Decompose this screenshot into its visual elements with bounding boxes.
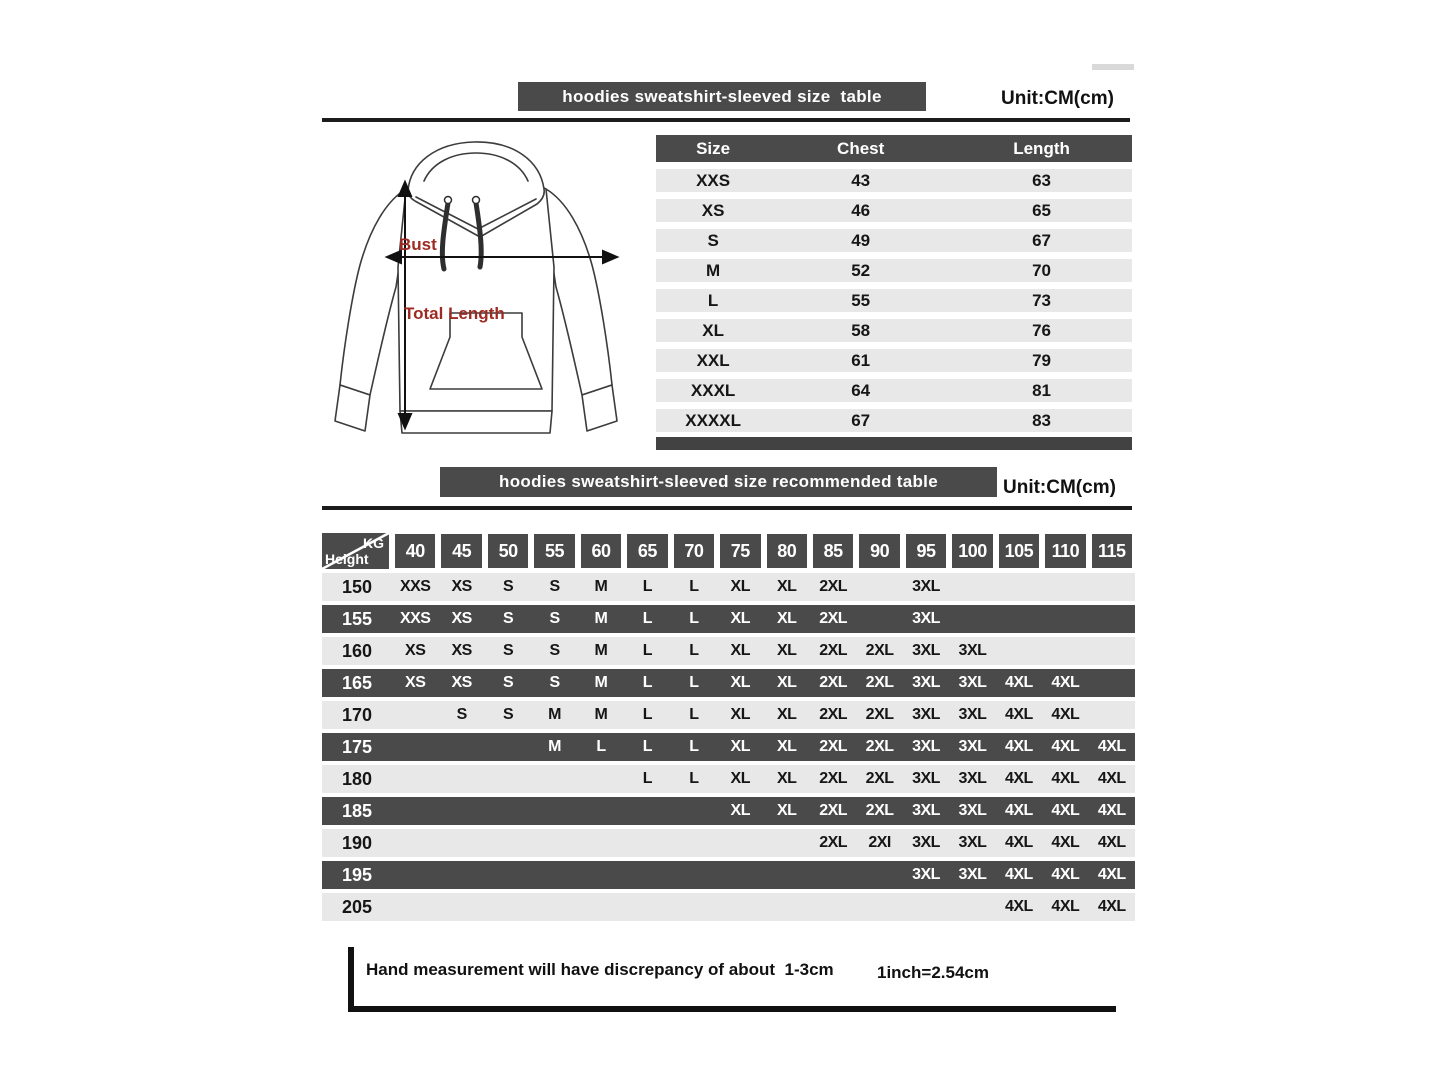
recommended-size-cell: L xyxy=(642,770,653,787)
recommended-size-cell: 4XL xyxy=(1004,674,1033,691)
recommended-size-cell: XL xyxy=(776,802,797,819)
size-table-row xyxy=(656,289,1132,312)
recommended-size-cell: XXS xyxy=(399,610,431,627)
matrix-row xyxy=(322,637,1135,665)
recommended-size-cell: 4XL xyxy=(1051,706,1080,723)
height-row-label: 170 xyxy=(341,704,373,725)
weight-column-header: 40 xyxy=(395,534,435,568)
height-row-label: 160 xyxy=(341,640,373,661)
recommended-size-cell: M xyxy=(594,674,608,691)
recommended-size-cell: L xyxy=(689,738,699,755)
recommended-size-cell: M xyxy=(548,706,561,723)
matrix-row xyxy=(322,701,1135,729)
recommended-size-cell: 2XL xyxy=(819,674,848,691)
inch-conversion-note: 1inch=2.54cm xyxy=(877,963,989,982)
recommended-size-cell: S xyxy=(503,674,514,691)
recommended-size-cell: L xyxy=(689,578,699,595)
height-row-label: 205 xyxy=(341,896,373,917)
recommended-size-cell: M xyxy=(594,642,608,659)
length-column-header: Length xyxy=(1013,138,1070,158)
matrix-row xyxy=(322,829,1135,857)
matrix-corner-cell xyxy=(322,533,389,569)
size-table-row xyxy=(656,169,1132,192)
recommended-size-cell: L xyxy=(689,642,699,659)
recommended-size-cell: S xyxy=(456,706,467,723)
recommended-size-cell: 2XL xyxy=(819,834,848,851)
recommended-size-cell: 3XL xyxy=(958,706,987,723)
drawstring-tip-right xyxy=(473,197,480,204)
recommended-size-cell: S xyxy=(549,674,560,691)
recommended-size-cell: XL xyxy=(730,802,750,819)
recommended-size-cell: L xyxy=(642,578,653,595)
recommended-size-cell: 4XL xyxy=(1051,770,1080,787)
chest-cell: 43 xyxy=(851,170,871,190)
recommended-size-cell: 4XL xyxy=(1097,834,1126,851)
recommended-size-cell: 2XL xyxy=(865,770,894,787)
size-cell: XXXL xyxy=(690,380,736,400)
recommended-size-cell: S xyxy=(549,578,560,595)
recommended-size-cell: 2XL xyxy=(865,802,894,819)
recommended-size-cell: XS xyxy=(451,610,472,627)
size-table-row xyxy=(656,409,1132,432)
length-cell: 79 xyxy=(1032,350,1051,370)
recommended-size-cell: 3XL xyxy=(912,834,940,851)
recommended-size-cell: 2XL xyxy=(865,642,894,659)
recommended-size-cell: XL xyxy=(776,674,797,691)
hoodie-left-sleeve xyxy=(340,189,406,395)
size-cell: L xyxy=(707,290,719,310)
recommended-size-cell: 3XL xyxy=(912,610,940,627)
recommended-size-cell: XL xyxy=(776,610,797,627)
size-cell: S xyxy=(707,230,719,250)
recommended-size-cell: M xyxy=(594,706,608,723)
size-cell: XXXXL xyxy=(685,410,741,430)
recommended-size-cell: L xyxy=(642,738,653,755)
recommended-size-cell: L xyxy=(642,610,653,627)
size-table xyxy=(656,135,1132,450)
divider-line-middle xyxy=(322,506,1132,510)
recommended-size-cell: M xyxy=(594,578,608,595)
recommended-size-cell: 3XL xyxy=(958,802,987,819)
height-row-label: 185 xyxy=(341,800,373,821)
recommended-size-cell: 3XL xyxy=(912,674,940,691)
recommended-size-cell: 4XL xyxy=(1004,802,1033,819)
recommended-size-cell: S xyxy=(503,610,514,627)
length-cell: 76 xyxy=(1032,320,1051,340)
top-edge-artifact xyxy=(1092,64,1134,70)
recommended-size-cell: 4XL xyxy=(1051,674,1080,691)
length-cell: 73 xyxy=(1032,290,1051,310)
length-cell: 65 xyxy=(1032,200,1051,220)
size-table-bottom-bar xyxy=(656,437,1132,450)
chest-cell: 61 xyxy=(851,350,871,370)
weight-column-header: 75 xyxy=(720,534,760,568)
size-table-row xyxy=(656,379,1132,402)
recommended-size-cell: 4XL xyxy=(1051,738,1080,755)
recommended-size-cell: XL xyxy=(776,738,797,755)
recommended-size-cell: 4XL xyxy=(1097,866,1126,883)
size-table-row xyxy=(656,349,1132,372)
height-row-label: 180 xyxy=(341,768,373,789)
height-row-label: 195 xyxy=(341,864,373,885)
size-table-row xyxy=(656,319,1132,342)
recommended-table-title: hoodies sweatshirt-sleeved size recommended table xyxy=(440,467,997,497)
matrix-row xyxy=(322,861,1135,889)
recommended-size-cell: L xyxy=(689,610,699,627)
recommended-size-cell: S xyxy=(503,642,514,659)
corner-height-label: Height xyxy=(325,551,369,567)
recommended-size-cell: XL xyxy=(730,642,750,659)
recommended-size-cell: L xyxy=(689,674,699,691)
weight-column-header: 60 xyxy=(581,534,621,568)
hoodie-hem-band xyxy=(400,411,552,433)
recommended-size-matrix xyxy=(322,533,1135,921)
size-cell: XXL xyxy=(696,350,730,370)
matrix-row xyxy=(322,605,1135,633)
size-cell: M xyxy=(706,260,721,280)
recommended-size-cell: 4XL xyxy=(1051,866,1080,883)
chest-cell: 58 xyxy=(851,320,871,340)
weight-column-header: 115 xyxy=(1092,534,1132,568)
weight-column-header: 80 xyxy=(767,534,807,568)
footer-left-bar xyxy=(348,947,354,1012)
recommended-size-cell: XL xyxy=(776,642,797,659)
chest-cell: 64 xyxy=(851,380,871,400)
hoodie-right-sleeve xyxy=(546,189,612,395)
height-row-label: 175 xyxy=(341,736,373,757)
weight-column-header: 100 xyxy=(952,534,992,568)
recommended-size-cell: 4XL xyxy=(1097,802,1126,819)
recommended-size-cell: XL xyxy=(730,674,750,691)
recommended-size-cell: 2XL xyxy=(819,770,848,787)
weight-column-header: 85 xyxy=(813,534,853,568)
recommended-size-cell: 4XL xyxy=(1097,738,1126,755)
drawstring-tip-left xyxy=(445,197,452,204)
height-row-label: 150 xyxy=(341,576,373,597)
matrix-rows xyxy=(322,573,1135,921)
recommended-size-cell: 4XL xyxy=(1004,834,1033,851)
recommended-size-cell: 3XL xyxy=(912,706,940,723)
length-cell: 81 xyxy=(1032,380,1051,400)
recommended-size-cell: L xyxy=(642,642,653,659)
matrix-row xyxy=(322,797,1135,825)
weight-column-header: 95 xyxy=(906,534,946,568)
weight-column-header: 105 xyxy=(999,534,1039,568)
weight-column-header: 70 xyxy=(674,534,714,568)
size-table-unit-label: Unit:CM(cm) xyxy=(1001,88,1114,109)
recommended-size-cell: 2XL xyxy=(819,738,848,755)
recommended-size-cell: 2XL xyxy=(819,642,848,659)
recommended-size-cell: XL xyxy=(730,738,750,755)
recommended-size-cell: 2XL xyxy=(865,706,894,723)
size-table-rows xyxy=(656,169,1132,432)
recommended-size-cell: 4XL xyxy=(1097,770,1126,787)
bust-arrowhead-right xyxy=(603,251,617,263)
recommended-size-cell: 2XL xyxy=(819,802,848,819)
matrix-row xyxy=(322,573,1135,601)
recommended-size-cell: 3XL xyxy=(958,770,987,787)
weight-column-header: 45 xyxy=(441,534,481,568)
recommended-size-cell: L xyxy=(642,674,653,691)
divider-line-top xyxy=(322,118,1130,122)
size-cell: XXS xyxy=(696,170,731,190)
recommended-size-cell: 3XL xyxy=(912,642,940,659)
size-table-header-row xyxy=(656,135,1132,162)
matrix-row xyxy=(322,765,1135,793)
size-table-row xyxy=(656,259,1132,282)
chest-cell: 49 xyxy=(851,230,871,250)
recommended-size-cell: XL xyxy=(730,578,750,595)
weight-column-header: 50 xyxy=(488,534,528,568)
recommended-size-cell: XS xyxy=(451,578,472,595)
recommended-size-cell: 3XL xyxy=(912,802,940,819)
recommended-size-cell: 4XL xyxy=(1051,834,1080,851)
recommended-size-cell: 2XL xyxy=(819,706,848,723)
chest-cell: 52 xyxy=(851,260,871,280)
bust-label: Bust xyxy=(399,235,437,254)
length-cell: 83 xyxy=(1032,410,1051,430)
recommended-size-cell: 3XL xyxy=(958,642,987,659)
length-cell: 70 xyxy=(1032,260,1051,280)
weight-column-header: 55 xyxy=(534,534,574,568)
size-column-header: Size xyxy=(696,138,731,158)
recommended-size-cell: 3XL xyxy=(912,578,940,595)
matrix-row xyxy=(322,669,1135,697)
recommended-size-cell: L xyxy=(689,706,699,723)
measurement-discrepancy-note: Hand measurement will have discrepancy of about 1-3cm xyxy=(366,960,834,979)
footer-bottom-bar xyxy=(348,1006,1116,1012)
recommended-size-cell: 4XL xyxy=(1097,898,1126,915)
recommended-size-cell: L xyxy=(596,738,606,755)
hoodie-measurement-diagram xyxy=(330,137,642,459)
chest-cell: 46 xyxy=(851,200,871,220)
recommended-size-cell: XS xyxy=(405,642,426,659)
recommended-size-cell: 3XL xyxy=(912,866,940,883)
recommended-size-cell: 4XL xyxy=(1004,738,1033,755)
recommended-size-cell: 2XI xyxy=(868,834,891,851)
recommended-size-cell: 4XL xyxy=(1051,898,1080,915)
size-cell: XS xyxy=(701,200,725,220)
recommended-size-cell: S xyxy=(549,642,560,659)
recommended-size-cell: XL xyxy=(730,706,750,723)
recommended-size-cell: S xyxy=(503,578,514,595)
recommended-size-cell: XL xyxy=(776,578,797,595)
recommended-size-cell: S xyxy=(549,610,560,627)
length-cell: 63 xyxy=(1032,170,1051,190)
matrix-row xyxy=(322,893,1135,921)
matrix-header-row xyxy=(322,533,1135,569)
total-length-label: Total Length xyxy=(404,304,505,323)
recommended-size-cell: XS xyxy=(451,642,472,659)
recommended-size-cell: XS xyxy=(451,674,472,691)
recommended-size-cell: L xyxy=(642,706,653,723)
recommended-size-cell: 3XL xyxy=(958,834,987,851)
size-cell: XL xyxy=(702,320,724,340)
recommended-size-cell: 3XL xyxy=(912,770,940,787)
chest-cell: 55 xyxy=(851,290,871,310)
chest-column-header: Chest xyxy=(837,138,885,158)
recommended-size-cell: 2XL xyxy=(865,738,894,755)
height-row-label: 165 xyxy=(341,672,373,693)
corner-kg-label: KG xyxy=(363,535,384,551)
height-row-label: 190 xyxy=(341,832,373,853)
recommended-size-cell: 3XL xyxy=(958,738,987,755)
recommended-size-cell: XL xyxy=(776,706,797,723)
height-row-label: 155 xyxy=(341,608,373,629)
recommended-size-cell: 3XL xyxy=(958,866,987,883)
size-table-row xyxy=(656,199,1132,222)
recommended-size-cell: 3XL xyxy=(912,738,940,755)
size-table-title: hoodies sweatshirt-sleeved size table xyxy=(518,82,926,111)
recommended-size-cell: 2XL xyxy=(819,578,848,595)
recommended-size-cell: XL xyxy=(730,610,750,627)
recommended-size-cell: XL xyxy=(730,770,750,787)
recommended-size-cell: M xyxy=(548,738,561,755)
recommended-size-cell: 4XL xyxy=(1004,898,1033,915)
weight-column-header: 65 xyxy=(627,534,667,568)
recommended-size-cell: XS xyxy=(405,674,426,691)
length-cell: 67 xyxy=(1032,230,1051,250)
recommended-size-cell: 4XL xyxy=(1004,866,1033,883)
recommended-size-cell: 4XL xyxy=(1004,706,1033,723)
recommended-size-cell: 2XL xyxy=(819,610,848,627)
chest-cell: 67 xyxy=(851,410,871,430)
recommended-table-unit-label: Unit:CM(cm) xyxy=(1003,477,1116,498)
recommended-size-cell: L xyxy=(689,770,699,787)
recommended-size-cell: 3XL xyxy=(958,674,987,691)
recommended-size-cell: 4XL xyxy=(1004,770,1033,787)
weight-column-header: 90 xyxy=(859,534,899,568)
matrix-row xyxy=(322,733,1135,761)
recommended-size-cell: M xyxy=(594,610,608,627)
recommended-size-cell: XL xyxy=(776,770,797,787)
recommended-size-cell: XXS xyxy=(399,578,431,595)
size-table-row xyxy=(656,229,1132,252)
recommended-size-cell: 4XL xyxy=(1051,802,1080,819)
recommended-size-cell: S xyxy=(503,706,514,723)
weight-column-header: 110 xyxy=(1045,534,1085,568)
recommended-size-cell: 2XL xyxy=(865,674,894,691)
